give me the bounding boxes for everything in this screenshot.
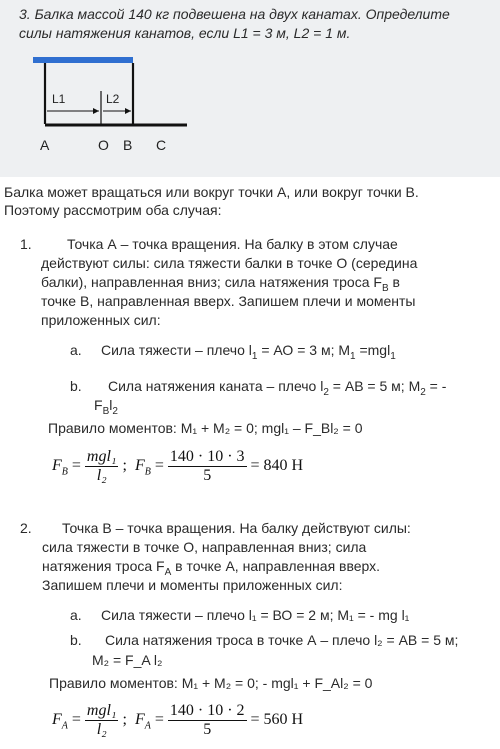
ceiling xyxy=(33,57,133,63)
case2-item-b: Сила натяжения троса в точке А – плечо l₂ = АВ = 5 м; xyxy=(105,632,459,648)
case1-item-b-marker: b. xyxy=(70,378,82,394)
intro-line-2: Поэтому рассмотрим оба случая: xyxy=(4,202,222,218)
point-o: O xyxy=(98,137,109,153)
case2-item-a: Сила тяжести – плечо l₁ = ВО = 2 м; M₁ = - mg l₁ xyxy=(101,607,410,623)
beam-diagram xyxy=(0,55,200,165)
case2-line-3: натяжения троса $F_A$ в точке А, направленная вверх. xyxy=(42,558,381,578)
task-box xyxy=(0,0,500,177)
case2-formula: $F_A$ = $\frac{\text{mgl₁}}{\text{l₂}}$ ; $F_A$ = $\frac{140 \cdot 10 \cdot 2}{5}$ = 560 H xyxy=(52,702,304,738)
case2-item-b-marker: b. xyxy=(70,632,82,648)
task-line-1: 3. Балка массой 140 кг подвешена на двух канатах. Определите xyxy=(19,6,450,22)
case1-line-5: приложенных сил: xyxy=(41,312,161,328)
case2-number: 2. xyxy=(20,520,32,536)
case2-fraction-2: $\frac{140 \cdot 10 \cdot 2}{5}$ xyxy=(169,702,245,738)
task-line-2: силы натяжения канатов, если L1 = 3 м, L2 = 1 м. xyxy=(19,25,351,41)
case2-result: = 560 H xyxy=(250,711,304,729)
case1-line-4: точке В, направленная вверх. Запишем плечи и моменты xyxy=(41,293,416,309)
case2-line-4: Запишем плечи и моменты приложенных сил: xyxy=(42,577,343,593)
case1-result: = 840 H xyxy=(250,457,304,475)
case2-item-a-marker: a. xyxy=(70,607,82,623)
case1-formula-lhs: F xyxy=(52,457,62,475)
case2-item-b-line2: M₂ = F_A l₂ xyxy=(92,652,163,668)
point-b: B xyxy=(123,137,133,153)
label-l1: L1 xyxy=(52,92,66,106)
case2-line-1: Точка В – точка вращения. На балку действуют силы: xyxy=(62,520,411,536)
case1-line-2: действуют силы: сила тяжести балки в точке О (середина xyxy=(41,255,418,271)
label-l2: L2 xyxy=(106,92,120,106)
case1-item-a: Сила тяжести – плечо $l_1$ = АО = 3 м; $М_1 =mgl_1$ xyxy=(101,342,396,362)
point-c: C xyxy=(156,137,167,153)
case1-line-1: Точка А – точка вращения. На балку в этом случае xyxy=(67,236,398,252)
case2-line-2: сила тяжести в точке О, направленная вниз; сила xyxy=(42,539,367,555)
case1-item-a-marker: a. xyxy=(70,342,82,358)
case1-item-b: Сила натяжения каната – плечо $l_2$ = АВ = 5 м; $М_2$ = - xyxy=(108,378,447,398)
case1-fraction-2: $\frac{140 \cdot 10 \cdot 3}{5}$ xyxy=(169,448,245,484)
l2-arrow xyxy=(125,108,131,114)
case1-formula: $F_B$ = $\frac{\text{mgl₁}}{\text{l₂}}$ ; $F_B$ = $\frac{140 \cdot 10 \cdot 3}{5}$ = 840 H xyxy=(52,448,304,484)
case1-fraction-1: $\frac{\text{mgl₁}}{\text{l₂}}$ xyxy=(86,448,117,484)
case1-item-b-line2: $F_Bl_2$ xyxy=(94,397,118,417)
task-statement xyxy=(19,5,489,43)
point-a: A xyxy=(40,137,50,153)
case2-formula-lhs: F xyxy=(52,711,62,729)
case1-number: 1. xyxy=(20,236,32,252)
l1-arrow xyxy=(93,108,99,114)
case1-moment-rule: Правило моментов: M₁ + M₂ = 0; mgl₁ – F_Bl₂ = 0 xyxy=(48,420,363,436)
case1-line-3: балки), направленная вниз; сила натяжения троса $F_B$ в xyxy=(41,274,400,294)
intro-line-1: Балка может вращаться или вокруг точки А, или вокруг точки В. xyxy=(4,184,419,200)
case2-moment-rule: Правило моментов: M₁ + M₂ = 0; - mgl₁ + F_Al₂ = 0 xyxy=(49,675,373,691)
case2-fraction-1: $\frac{\text{mgl₁}}{\text{l₂}}$ xyxy=(86,702,117,738)
